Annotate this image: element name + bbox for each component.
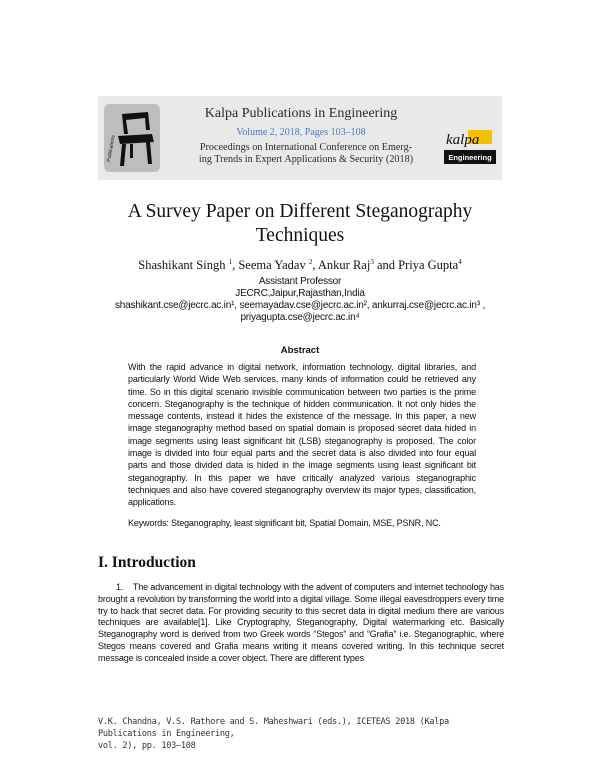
author-position: Assistant Professor xyxy=(258,276,342,287)
paper-title-line-1: A Survey Paper on Different Steganography xyxy=(127,201,473,222)
publication-name: Kalpa Publications in Engineering xyxy=(204,106,398,121)
author-separator: , xyxy=(312,258,318,273)
proceedings-info xyxy=(182,142,430,166)
section-heading-introduction: I. Introduction xyxy=(98,554,196,571)
keywords: Keywords: Steganography, least significant bit, Spatial Domain, MSE, PSNR, NC. xyxy=(128,518,441,528)
author-name: Ankur Raj xyxy=(317,258,371,273)
author-sup: 2 xyxy=(308,258,313,266)
kalpa-chair-logo xyxy=(100,100,164,176)
citation-footer-line-1: V.K. Chandna, V.S. Rathore and S. Maheshwari (eds.), ICETEAS 2018 (Kalpa Publications in Engineering, xyxy=(98,717,449,739)
citation-footer-line-2: vol. 2), pp. 103–108 xyxy=(98,741,196,751)
author-sup: 3 xyxy=(370,258,374,266)
author-emails-line-1: shashikant.cse@jecrc.ac.in¹, seemayadav.cse@jecrc.ac.in², ankurraj.cse@jecrc.ac.in³ , xyxy=(114,300,486,311)
abstract-heading: Abstract xyxy=(280,345,320,356)
citation-footer xyxy=(98,716,508,752)
proceedings-line-2: ing Trends in Expert Applications & Security (2018) xyxy=(198,154,414,165)
author-sup: 1 xyxy=(228,258,233,266)
author-name: Shashikant Singh xyxy=(138,258,226,273)
logo-left-text: Publications xyxy=(106,134,117,163)
volume-info: Volume 2, 2018, Pages 103–108 xyxy=(236,127,366,138)
author-emails-line-2: priyagupta.cse@jecrc.ac.in⁴ xyxy=(240,312,360,323)
author-name: Seema Yadav xyxy=(238,258,306,273)
author-list xyxy=(60,258,540,273)
logo-right-sub: Engineering xyxy=(448,153,492,162)
proceedings-line-1: Proceedings on International Conference on Emerg- xyxy=(199,142,413,153)
author-separator: and xyxy=(373,258,399,273)
kalpa-engineering-logo xyxy=(442,124,498,168)
paper-title xyxy=(80,200,520,248)
introduction-body: 1. The advancement in digital technology with the advent of computers and internet technology has brought a revolution by transforming the world into a digital village. Some illegal eavesdroppers every time try to hack that secret data. For providing security to this secret data in digital medium there are various techniques are available[1]. Like Cryptography, Steganography, Digital watermarking etc. Basically Steganography word is derived from two Greek words “Stegos” and “Grafia” i.e. Steganographic, where Stegos means covered and Grafia means writing it means covered writing. In this technique secret message is concealed inside a cover object. There are different types xyxy=(98,582,504,663)
author-institution: JECRC,Jaipur,Rajasthan,India xyxy=(235,288,365,299)
logo-right-text: kalpa xyxy=(446,132,480,148)
author-sup: 4 xyxy=(458,258,462,266)
paper-title-line-2: Techniques xyxy=(255,225,345,246)
author-separator: , xyxy=(232,258,239,273)
abstract-body: With the rapid advance in digital network, information technology, digital libraries, and particularly World Wide Web services, many kinds of information could be retrieved any time. So in this digital scenario invisible communication between two parties is the prime concern. Steganography is the technique of hidden communication. It not only hides the message contents, instead it hides the existence of the message. In this paper, a new image steganography method based on spatial domain is proposed secret data hided in image segments using least significant bit (LSB) steganography is proposed. The color image is divided into four equal parts and the secret data is also divided into four equal parts and those divided data is hided in the image segments using least significant bit steganography. In this paper we have critically analyzed various steganographic techniques and also have covered steganography overview its major types, classification, applications. xyxy=(128,362,476,508)
author-name: Priya Gupta xyxy=(398,258,459,273)
